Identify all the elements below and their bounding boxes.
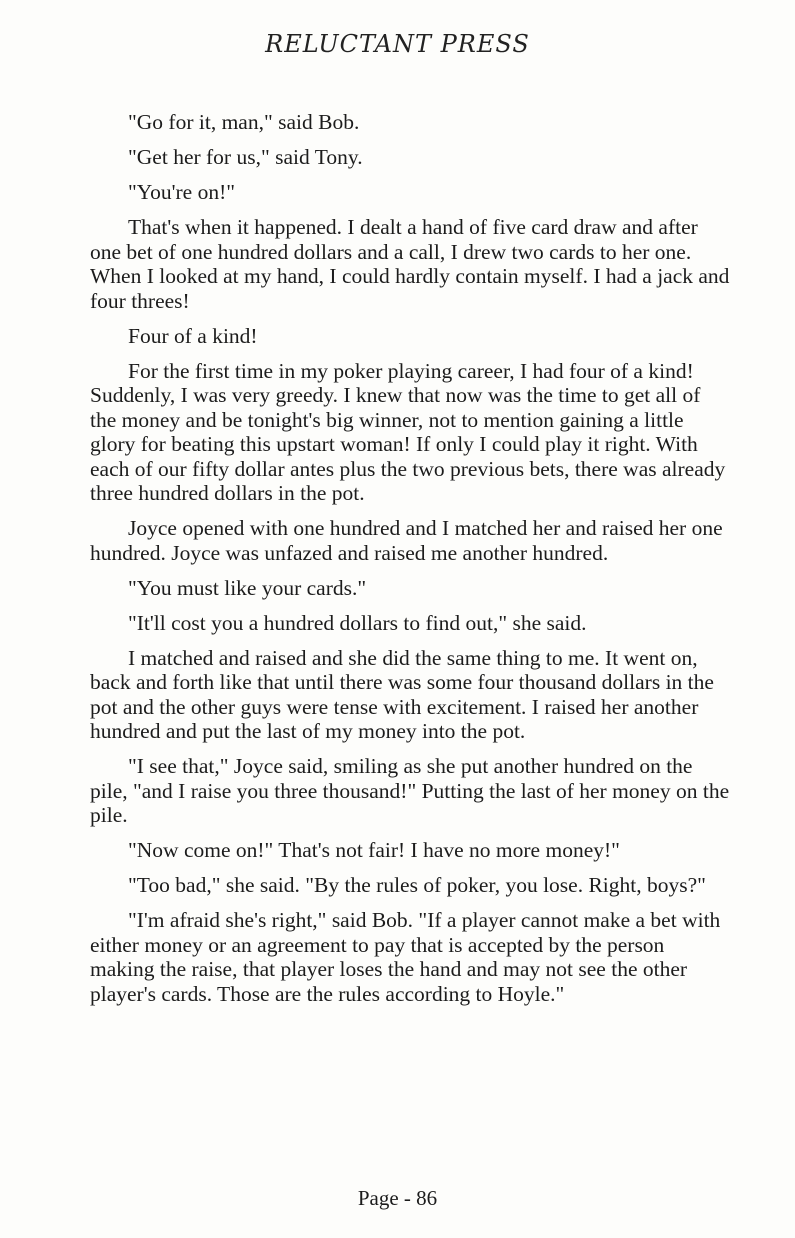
running-header: RELUCTANT PRESS (265, 30, 530, 58)
paragraph: That's when it happened. I dealt a hand of five card draw and after one bet of one hundred dollars and a call, I drew two cards to her one. When I looked at my hand, I could hardly contain myself. I had a jack and four threes! (90, 215, 730, 313)
paragraph: I matched and raised and she did the same thing to me. It went on, back and forth like that until there was some four thousand dollars in the pot and the other guys were tense with excitement. I raised her another hundred and put the last of my money into the pot. (90, 645, 714, 743)
paragraph: "It'll cost you a hundred dollars to find out," she said. (128, 610, 587, 635)
paragraph: "You must like your cards." (128, 575, 367, 600)
paragraph: "Go for it, man," said Bob. (128, 110, 360, 134)
paragraph: For the first time in my poker playing career, I had four of a kind! Suddenly, I was very greedy. I knew that now was the time to get all of the money and be tonight's big winner, not to mention gaining a little glory for beating this upstart woman! If only I could play it right. With each of our fifty dollar antes plus the two previous bets, there was already three hundred dollars in the pot. (90, 358, 726, 505)
paragraph: "You're on!" (128, 180, 236, 204)
paragraph: Joyce opened with one hundred and I matched her and raised her one hundred. Joyce was unfazed and raised me another hundred. (90, 516, 723, 565)
paragraph: "Now come on!" That's not fair! I have no more money!" (128, 838, 620, 862)
paragraph: Four of a kind! (128, 323, 258, 348)
paragraph: "I'm afraid she's right," said Bob. "If a player cannot make a bet with either money or an agreement to pay that is accepted by the person making the raise, that player loses the hand and may not see the other player's cards. Those are the rules according to Hoyle." (90, 908, 721, 1006)
paragraph: "Too bad," she said. "By the rules of poker, you lose. Right, boys?" (128, 873, 706, 897)
page-number: Page - 86 (357, 1186, 438, 1210)
paragraph: "I see that," Joyce said, smiling as she put another hundred on the pile, "and I raise you three thousand!" Putting the last of her money on the pile. (90, 754, 730, 827)
body-text (90, 110, 730, 1017)
paragraph: "Get her for us," said Tony. (128, 145, 363, 169)
